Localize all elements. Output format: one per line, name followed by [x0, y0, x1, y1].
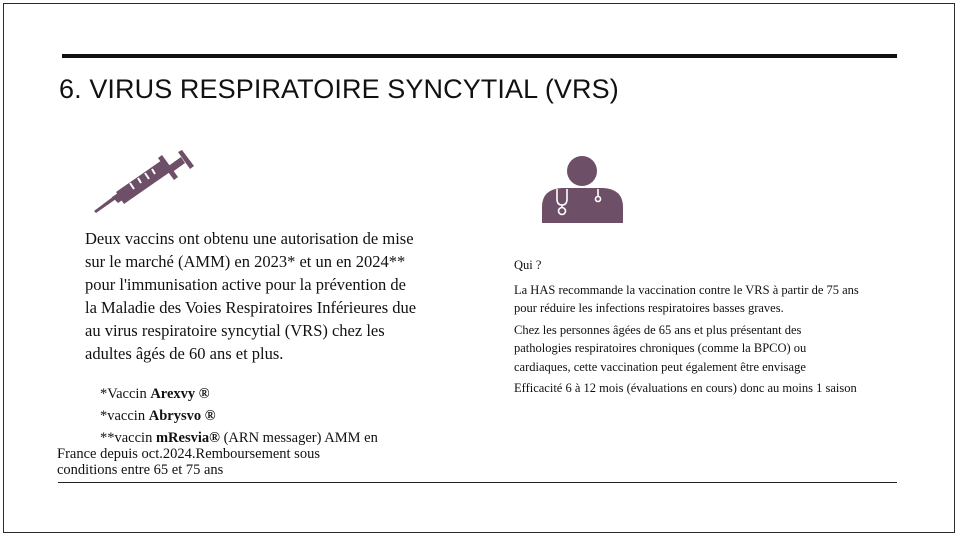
syringe-icon — [92, 150, 196, 214]
vaccine-mresvia-suffix: (ARN messager) AMM en — [219, 430, 378, 446]
vaccine-mresvia-name: mResvia® — [155, 430, 220, 446]
vaccine-mresvia-line3: conditions entre 65 et 75 ans — [57, 462, 224, 478]
vaccine-arexvy — [40, 386, 420, 402]
vaccine-mresvia-line2: France depuis oct.2024.Remboursement sous — [57, 446, 320, 462]
vaccine-arexvy-name: Arexvy ® — [150, 386, 210, 402]
vaccine-abrysvo-prefix: *vaccin — [100, 408, 149, 424]
vaccine-mresvia — [40, 430, 420, 446]
who-paragraph-1: La HAS recommande la vaccination contre le VRS à partir de 75 ans pour réduire les infections respiratoires basses graves. — [514, 282, 859, 315]
vaccine-abrysvo — [40, 408, 420, 424]
bottom-rule — [58, 482, 897, 483]
vaccine-arexvy-prefix: *Vaccin — [100, 386, 151, 402]
vaccine-list — [40, 386, 420, 478]
who-question: Qui ? — [514, 258, 542, 272]
who-section — [514, 256, 859, 401]
vaccine-abrysvo-name: Abrysvo ® — [148, 408, 216, 424]
who-paragraph-2: Chez les personnes âgées de 65 ans et plus présentant des pathologies respiratoires chroniques (comme la BPCO) ou cardiaques, cette vaccination peut également être envisage — [514, 322, 807, 374]
slide-title: 6. VIRUS RESPIRATOIRE SYNCYTIAL (VRS) — [59, 74, 619, 104]
vaccine-mresvia-prefix: **vaccin — [100, 430, 156, 446]
title-top-rule — [62, 54, 897, 58]
vaccines-description: Deux vaccins ont obtenu une autorisation de mise sur le marché (AMM) en 2023* et un en 2024** pour l'immunisation active pour la prévention de la Maladie des Voies Respiratoires Inférieures due au virus respiratoire syncytial (VRS) chez les adultes âgés de 60 ans et plus. — [85, 229, 417, 363]
who-paragraph-3: Efficacité 6 à 12 mois (évaluations en cours) donc au moins 1 saison — [514, 381, 857, 395]
doctor-stethoscope-icon — [540, 155, 625, 223]
